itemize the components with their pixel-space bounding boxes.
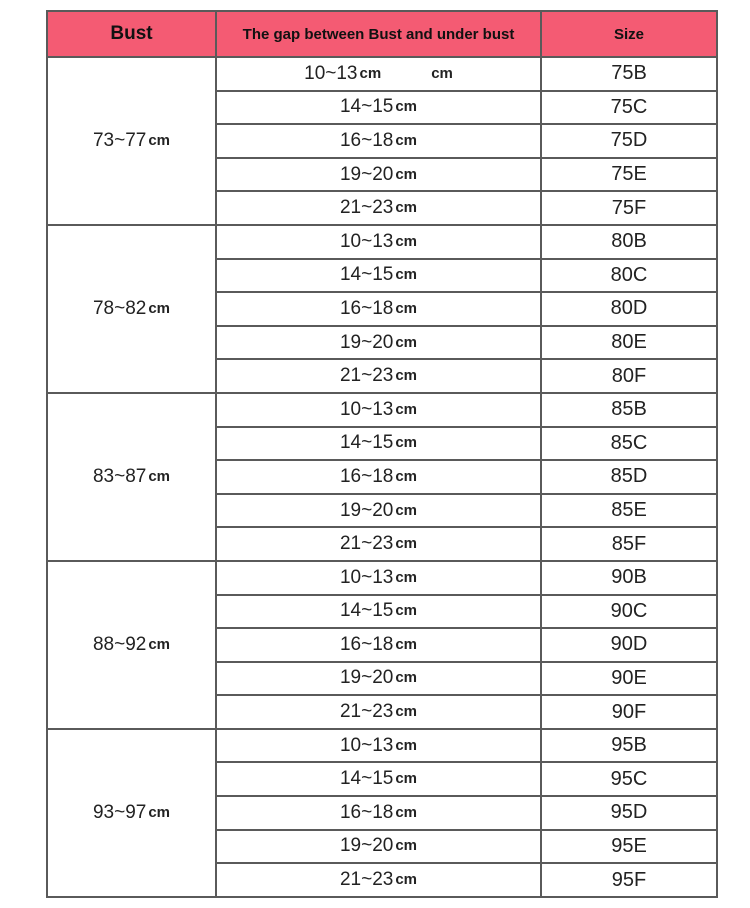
- bust-range-value: 93~97: [92, 801, 147, 823]
- table-row: [47, 393, 717, 427]
- size-cell: 90B: [541, 561, 717, 595]
- size-cell: 90F: [541, 695, 717, 729]
- size-cell: 90D: [541, 628, 717, 662]
- gap-unit: cm: [395, 434, 418, 452]
- gap-unit: cm: [395, 467, 418, 485]
- gap-cell: [216, 628, 541, 662]
- gap-unit: cm: [395, 871, 418, 889]
- gap-value: 16~18: [339, 465, 394, 487]
- gap-unit: cm: [395, 635, 418, 653]
- size-cell: 85F: [541, 527, 717, 561]
- table-row: [47, 57, 717, 91]
- size-chart-table: [46, 10, 718, 898]
- gap-cell: [216, 796, 541, 830]
- size-cell: 80F: [541, 359, 717, 393]
- gap-value: 14~15: [339, 96, 394, 118]
- gap-value: 14~15: [339, 264, 394, 286]
- gap-unit: cm: [395, 199, 418, 217]
- gap-cell: [216, 359, 541, 393]
- gap-unit: cm: [395, 703, 418, 721]
- gap-value: 19~20: [339, 331, 394, 353]
- gap-unit: cm: [395, 837, 418, 855]
- gap-unit: cm: [395, 770, 418, 788]
- gap-value: 19~20: [339, 499, 394, 521]
- header-size: Size: [541, 11, 717, 57]
- gap-value: 10~13: [304, 62, 358, 84]
- gap-cell: [216, 695, 541, 729]
- gap-cell: [216, 830, 541, 864]
- bust-range-value: 78~82: [92, 297, 147, 319]
- size-cell: 85C: [541, 427, 717, 461]
- gap-value: 16~18: [339, 297, 394, 319]
- bust-range-cell: [47, 561, 216, 729]
- size-cell: 80B: [541, 225, 717, 259]
- gap-value: 19~20: [339, 835, 394, 857]
- gap-cell: [216, 326, 541, 360]
- gap-value: 21~23: [339, 701, 394, 723]
- header-bust: Bust: [47, 11, 216, 57]
- gap-cell: [216, 729, 541, 763]
- gap-cell: [216, 91, 541, 125]
- gap-value: 14~15: [339, 432, 394, 454]
- gap-cell: [216, 158, 541, 192]
- gap-cell: [216, 427, 541, 461]
- header-gap: The gap between Bust and under bust: [216, 11, 541, 57]
- size-cell: 75B: [541, 57, 717, 91]
- bust-range-value: 88~92: [92, 633, 147, 655]
- size-cell: 75D: [541, 124, 717, 158]
- bust-range-cell: [47, 57, 216, 225]
- gap-unit: cm: [395, 266, 418, 284]
- size-cell: 95F: [541, 863, 717, 897]
- gap-value: 14~15: [339, 768, 394, 790]
- bust-range-value: 83~87: [92, 465, 147, 487]
- gap-value: 21~23: [339, 365, 394, 387]
- gap-value: 21~23: [339, 533, 394, 555]
- table-row: [47, 561, 717, 595]
- gap-cell: [216, 762, 541, 796]
- size-cell: 90E: [541, 662, 717, 696]
- gap-value: 19~20: [339, 163, 394, 185]
- gap-unit: cm: [395, 131, 418, 149]
- gap-value: 10~13: [339, 566, 394, 588]
- gap-unit: cm: [395, 568, 418, 586]
- gap-cell: [216, 225, 541, 259]
- gap-unit: cm: [395, 535, 418, 553]
- size-cell: 75E: [541, 158, 717, 192]
- gap-value: 16~18: [339, 633, 394, 655]
- gap-value: 21~23: [339, 869, 394, 891]
- gap-cell: [216, 259, 541, 293]
- gap-unit: cm: [395, 165, 418, 183]
- size-cell: 95E: [541, 830, 717, 864]
- size-cell: 95C: [541, 762, 717, 796]
- bust-range-cell: [47, 393, 216, 561]
- bust-range-cell: [47, 729, 216, 897]
- gap-value: 14~15: [339, 600, 394, 622]
- size-cell: 90C: [541, 595, 717, 629]
- gap-cell: [216, 460, 541, 494]
- gap-unit: cm: [395, 803, 418, 821]
- size-cell: 75F: [541, 191, 717, 225]
- size-cell: 80D: [541, 292, 717, 326]
- size-cell: 95D: [541, 796, 717, 830]
- gap-value: 16~18: [339, 129, 394, 151]
- gap-cell: [216, 595, 541, 629]
- bust-unit: cm: [148, 803, 171, 821]
- gap-value: 10~13: [339, 398, 394, 420]
- bust-unit: cm: [148, 467, 171, 485]
- size-cell: 80C: [541, 259, 717, 293]
- size-cell: 80E: [541, 326, 717, 360]
- gap-value: 19~20: [339, 667, 394, 689]
- bust-unit: cm: [148, 131, 171, 149]
- gap-unit: cm: [395, 501, 418, 519]
- gap-unit: cm: [395, 367, 418, 385]
- size-cell: 75C: [541, 91, 717, 125]
- gap-unit: cm: [395, 400, 418, 418]
- gap-cell: [216, 124, 541, 158]
- size-cell: 85D: [541, 460, 717, 494]
- bust-unit: cm: [148, 635, 171, 653]
- gap-cell: [216, 494, 541, 528]
- gap-cell: [216, 863, 541, 897]
- gap-unit: cm: [395, 333, 418, 351]
- gap-unit: cm: [359, 64, 382, 82]
- gap-cell: [216, 561, 541, 595]
- bust-unit: cm: [148, 299, 171, 317]
- gap-unit-extra: cm: [431, 64, 453, 82]
- bust-range-cell: [47, 225, 216, 393]
- size-cell: 85B: [541, 393, 717, 427]
- size-cell: 95B: [541, 729, 717, 763]
- gap-cell: [216, 191, 541, 225]
- gap-cell: [216, 57, 541, 91]
- table-row: [47, 729, 717, 763]
- gap-unit: cm: [395, 736, 418, 754]
- gap-value: 10~13: [339, 230, 394, 252]
- gap-unit: cm: [395, 669, 418, 687]
- gap-cell: [216, 393, 541, 427]
- gap-unit: cm: [395, 602, 418, 620]
- bust-range-value: 73~77: [92, 129, 147, 151]
- size-cell: 85E: [541, 494, 717, 528]
- gap-unit: cm: [395, 299, 418, 317]
- gap-unit: cm: [395, 98, 418, 116]
- header-row: [47, 11, 717, 57]
- gap-cell: [216, 527, 541, 561]
- table-row: [47, 225, 717, 259]
- gap-unit: cm: [395, 232, 418, 250]
- gap-cell: [216, 662, 541, 696]
- gap-value: 16~18: [339, 801, 394, 823]
- gap-cell: [216, 292, 541, 326]
- gap-value: 10~13: [339, 734, 394, 756]
- gap-value: 21~23: [339, 197, 394, 219]
